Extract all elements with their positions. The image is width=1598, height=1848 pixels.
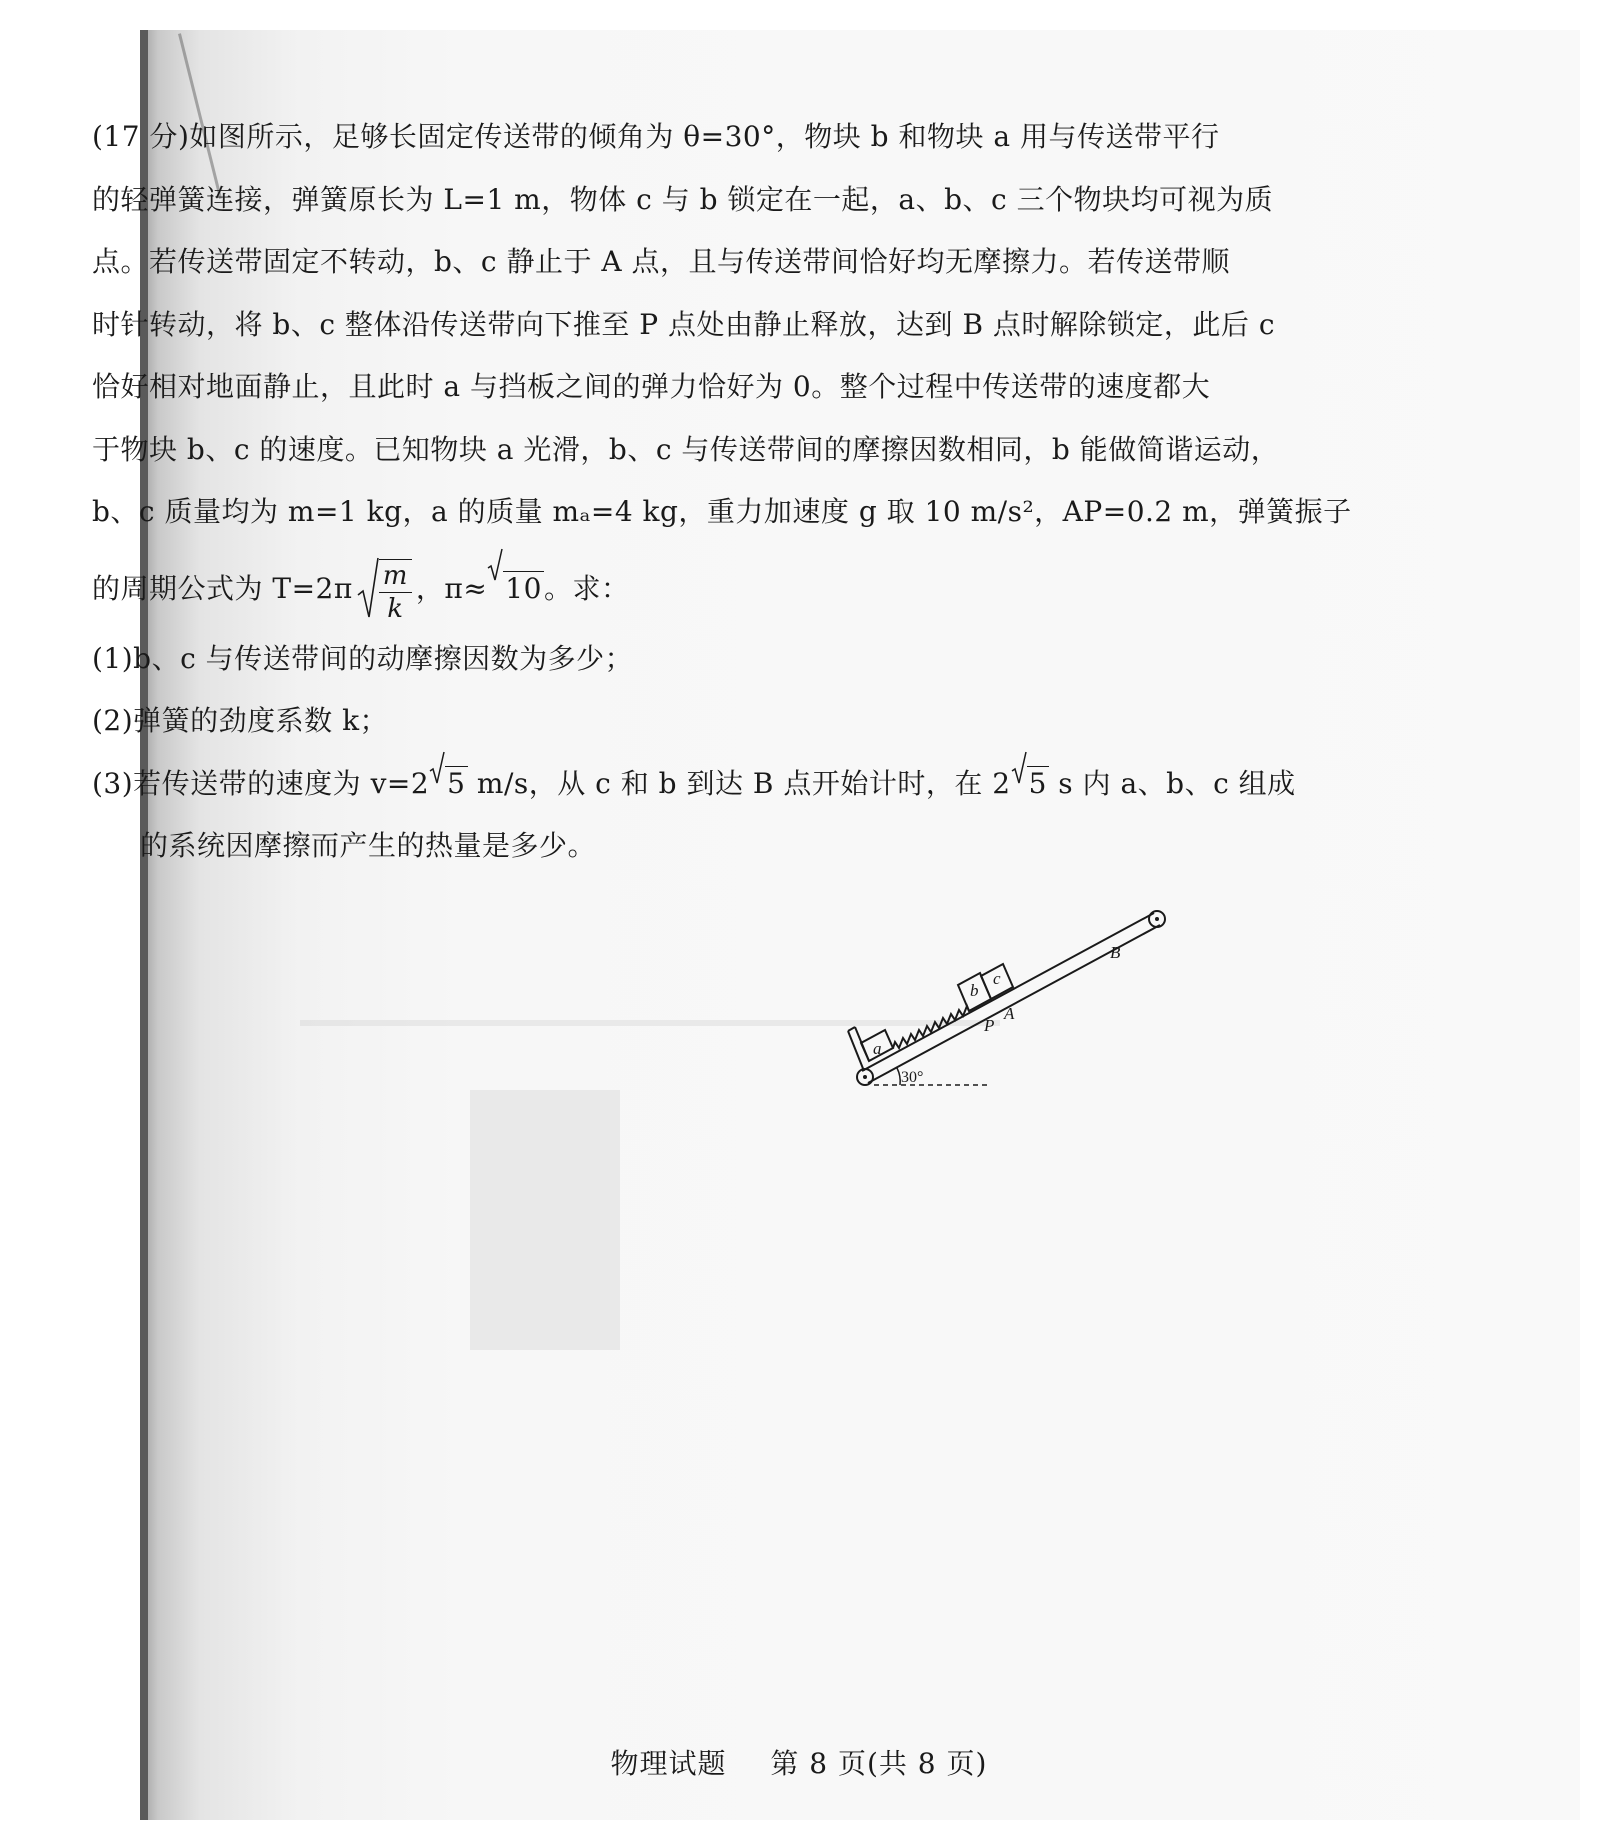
sqrt-five: 5 <box>429 753 467 816</box>
radical-sign-icon <box>487 548 503 582</box>
spring <box>893 1006 969 1048</box>
pulley-axle-icon <box>863 1075 867 1079</box>
pulley-axle-icon <box>1155 917 1159 921</box>
question-line: 于物块 b、c 的速度。已知物块 a 光滑，b、c 与传送带间的摩擦因数相同，b 能做简谐运动， <box>92 432 1280 466</box>
label-c: c <box>993 969 1001 988</box>
question-text <box>92 106 1352 878</box>
page-footer <box>0 1742 1598 1782</box>
belt-top-edge <box>862 913 1154 1071</box>
question-line: b、c 质量均为 m=1 kg，a 的质量 mₐ=4 kg，重力加速度 g 取 10 m/s²，AP=0.2 m，弹簧振子 <box>92 495 1352 528</box>
question-line: 点。若传送带固定不转动，b、c 静止于 A 点，且与传送带间恰好均无摩擦力。若传送带顺 <box>92 245 1231 278</box>
period-formula-line <box>92 550 1182 628</box>
sub-question-3-continued: 的系统因摩擦而产生的热量是多少。 <box>140 829 597 862</box>
formula-prefix: 的周期公式为 T=2π <box>92 571 353 605</box>
sqrt-five: 5 <box>1011 753 1049 816</box>
label-point-A: A <box>1004 1004 1015 1023</box>
label-b: b <box>970 981 979 1000</box>
label-point-P: P <box>984 1016 995 1035</box>
question-line: 恰好相对地面静止，且此时 a 与挡板之间的弹力恰好为 0。整个过程中传送带的速度都大 <box>92 370 1211 403</box>
bleed-through-mark <box>470 1090 620 1350</box>
sub-question-3: (3)若传送带的速度为 v=2 5 m/s，从 c 和 b 到达 B 点开始计时，在 2 5 s 内 a、b、c 组成 <box>92 753 1182 816</box>
baffle-plate <box>848 1027 855 1031</box>
radical-sign-icon <box>1011 751 1027 785</box>
fraction-denominator: k <box>387 593 404 624</box>
sqrt-ten: 10 <box>487 550 544 628</box>
label-a: a <box>873 1039 882 1058</box>
formula-suffix: 。求： <box>543 571 630 605</box>
question-line: 的轻弹簧连接，弹簧原长为 L=1 m，物体 c 与 b 锁定在一起，a、b、c 三个物块均可视为质 <box>92 182 1274 216</box>
sub-question-1: (1)b、c 与传送带间的动摩擦因数为多少； <box>92 641 634 675</box>
sub-question-2: (2)弹簧的劲度系数 k； <box>92 704 389 737</box>
conveyor-belt-figure <box>838 895 1178 1105</box>
footer-page-number: 第 8 页(共 8 页) <box>770 1747 988 1780</box>
angle-arc <box>897 1068 900 1085</box>
label-point-B: B <box>1110 943 1121 962</box>
baffle-plate <box>848 1031 864 1071</box>
formula-mid: ，π≈ <box>415 571 488 605</box>
question-line: (17 分)如图所示，足够长固定传送带的倾角为 θ=30°，物块 b 和物块 a 用与传送带平行 <box>92 120 1220 153</box>
footer-subject: 物理试题 <box>610 1747 727 1780</box>
question-line: 时针转动，将 b、c 整体沿传送带向下推至 P 点处由静止释放，达到 B 点时解除锁定，此后 c <box>92 307 1276 341</box>
sqrt-fraction <box>357 559 412 622</box>
radical-sign-icon <box>357 557 379 621</box>
radical-sign-icon <box>429 751 445 785</box>
fraction-numerator: m <box>379 559 412 593</box>
angle-label: 30° <box>901 1069 924 1086</box>
